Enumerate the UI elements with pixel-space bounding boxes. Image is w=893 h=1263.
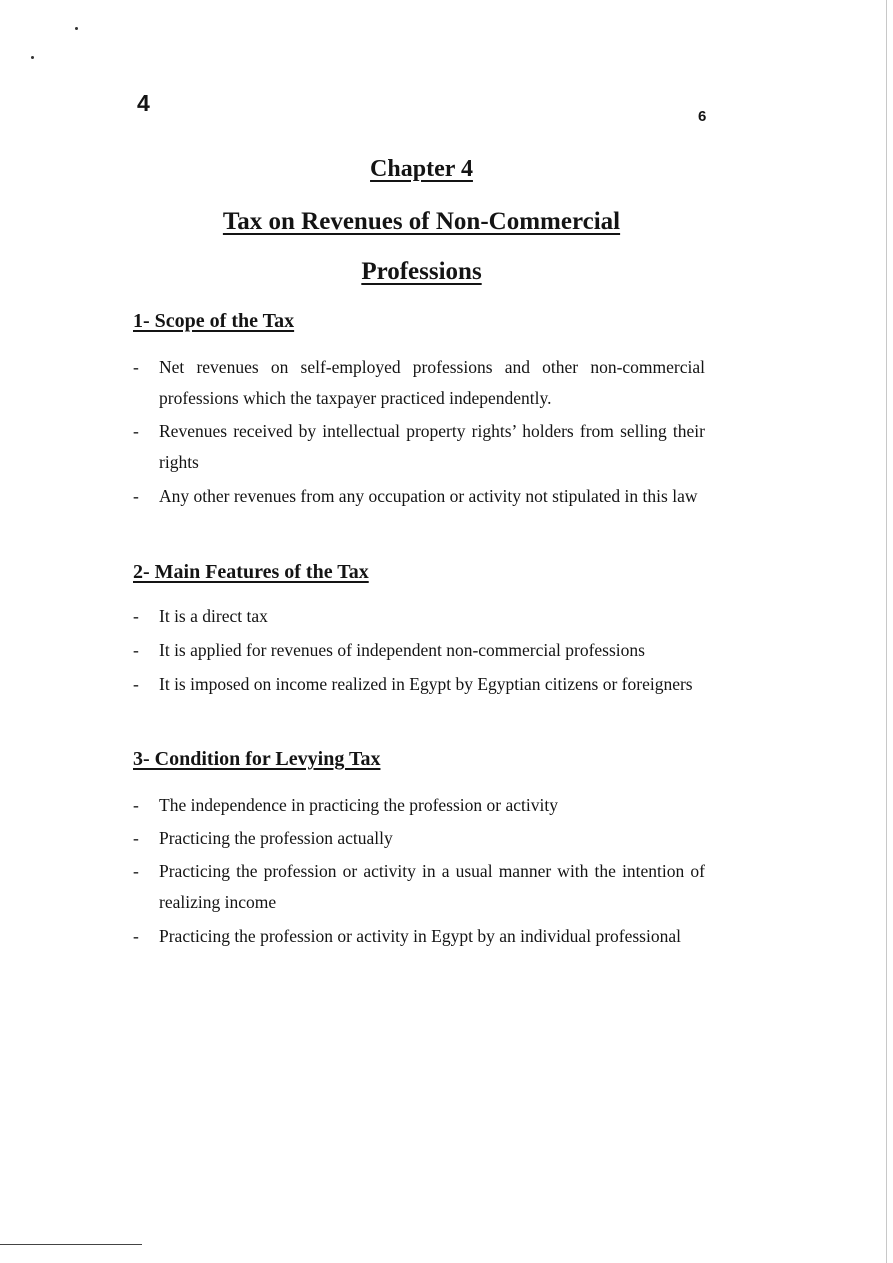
chapter-label: Chapter 4 xyxy=(370,156,473,182)
list-item-text: It is a direct tax xyxy=(159,606,268,626)
scan-speck xyxy=(75,27,78,30)
list-item xyxy=(133,669,705,700)
section-heading-conditions: 3- Condition for Levying Tax xyxy=(133,748,381,770)
list-item xyxy=(133,481,705,512)
scan-speck xyxy=(31,56,34,59)
list-item-text: Practicing the profession or activity in Egypt by an individual professional xyxy=(159,926,681,946)
section-heading-scope: 1- Scope of the Tax xyxy=(133,310,295,332)
footnote-rule xyxy=(0,1244,142,1245)
page-edge-line xyxy=(886,0,887,1263)
list-item xyxy=(133,823,705,854)
list-item-text: Practicing the profession actually xyxy=(159,828,393,848)
bullet-dash: - xyxy=(133,486,139,506)
scope-list xyxy=(133,352,705,512)
list-item-text: It is applied for revenues of independent non-commercial professions xyxy=(159,640,645,660)
bullet-dash: - xyxy=(133,926,139,946)
list-item-text: Net revenues on self-employed professions and other non-commercial professions which the taxpayer practiced independently. xyxy=(159,357,705,408)
list-item xyxy=(133,635,705,666)
list-item xyxy=(133,856,705,918)
list-item-text: Practicing the profession or activity in a usual manner with the intention of realizing income xyxy=(159,861,705,912)
list-item xyxy=(133,601,705,632)
bullet-dash: - xyxy=(133,357,139,377)
list-item xyxy=(133,921,705,952)
bullet-dash: - xyxy=(133,828,139,848)
features-list xyxy=(133,601,705,700)
list-item-text: Any other revenues from any occupation or activity not stipulated in this law xyxy=(159,486,698,506)
list-item-text: The independence in practicing the profession or activity xyxy=(159,795,558,815)
bullet-dash: - xyxy=(133,861,139,881)
list-item xyxy=(133,416,705,478)
list-item xyxy=(133,352,705,414)
chapter-title-line-2: Professions xyxy=(361,258,482,285)
bullet-dash: - xyxy=(133,421,139,441)
page-number-left: 4 xyxy=(137,90,150,116)
bullet-dash: - xyxy=(133,674,139,694)
bullet-dash: - xyxy=(133,795,139,815)
bullet-dash: - xyxy=(133,606,139,626)
list-item-text: It is imposed on income realized in Egypt by Egyptian citizens or foreigners xyxy=(159,674,693,694)
chapter-title-line-1: Tax on Revenues of Non-Commercial xyxy=(222,208,621,235)
list-item xyxy=(133,790,705,821)
bullet-dash: - xyxy=(133,640,139,660)
conditions-list xyxy=(133,790,705,952)
section-heading-features: 2- Main Features of the Tax xyxy=(133,561,369,583)
list-item-text: Revenues received by intellectual property rights’ holders from selling their rights xyxy=(159,421,705,472)
page-number-right: 6 xyxy=(698,108,707,125)
